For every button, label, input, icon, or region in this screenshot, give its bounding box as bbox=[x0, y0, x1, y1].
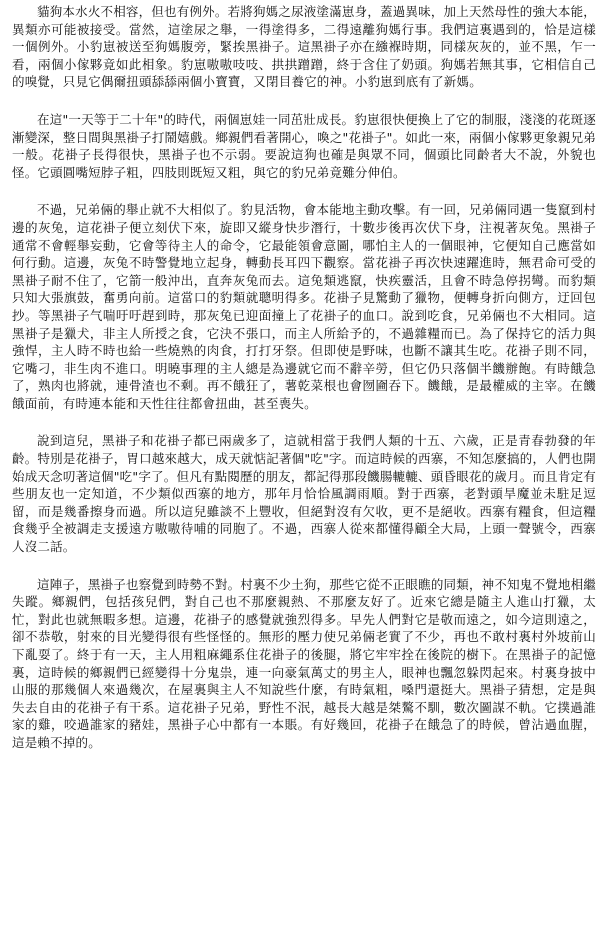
paragraph-5: 這陣子，黑褂子也察覺到時勢不對。村裏不少土狗，那些它從不正眼瞧的同類，神不知鬼不覺地相繼失蹤。鄉親們，包括孩兒們，對自己也不那麼親熱、不那麼友好了。近來它總是隨主人進山打獵，太忙，對此也就無暇多想。這邊，花褂子的感覺就強烈得多。早先人們對它是敬而遠之，如今這則遠之，卻不恭敬，射來的目光變得很有些怪怪的。無形的壓力使兄弟倆老實了不少，再也不敢村裏村外坡前山下亂耍了。終于有一天，主人用粗麻繩系住花褂子的後腿，將它牢牢拴在後院的樹下。在黑褂子的記憶裏，這時候的鄉親們已經變得十分鬼祟，連一向豪氣萬丈的男主人，眼神也飄忽躲閃起來。村裏身披中山服的那幾個人來過幾次，在屋裏與主人不知說些什麼，有時氣粗，嗓門還挺大。黑褂子猜想，定是與失去自由的花褂子有干系。這花褂子兄弟，野性不泯，越長大越是桀驁不馴，數次圖謀不軌。它撲過誰家的雞，咬過誰家的豬娃，黑褂子心中都有一本賬。有好幾回，花褂子在餓急了的時候，曾沾過血腥，這是賴不掉的。 bbox=[12, 576, 596, 750]
paragraph-4: 說到這兒，黑褂子和花褂子都已兩歲多了，這就相當于我們人類的十五、六歲，正是青春勃發的年齡。特別是花褂子，胃口越來越大，成天就惦記著個"吃"字。而這時候的西寨，不知怎麼搞的，人們也開始成天念叨著這個"吃"字了。但凡有點閱歷的朋友，都記得那段饑腸轆轆、頭昏眼花的歲月。而且肯定有些朋友也一定知道，不少類似西寨的地方，那年月恰恰風調雨順。對于西寨，老對頭旱魔並未駐足逗留，而是幾番擦身而過。所以這兒雖談不上豐收，但絕對沒有欠收，更不是絕收。西寨有糧食，但這糧食幾乎全被調走支援遠方嗷嗷待哺的同胞了。不過，西寨人從來都懂得顧全大局，上頭一聲號令，西寨人沒二話。 bbox=[12, 433, 596, 555]
paragraph-1: 貓狗本水火不相容，但也有例外。若將狗媽之尿液塗滿崽身，蓋過異味，加上天然母性的強大本能，異類亦可能被接受。當然，這塗尿之舉，一得塗得多，二得遠離狗媽行事。我們這裏遇到的，恰是這樣一個例外。小豹崽被送至狗媽腹旁，緊挨黑褂子。這黑褂子亦在繈褓時期，同樣灰灰的，並不黑，乍一看，兩個小傢夥竟如此相象。豹崽嗷嗷吱吱、拱拱蹭蹭，終于含住了奶頭。狗媽若無其事，它相信自己的嗅覺，只見它偶爾扭頭舔舔兩個小寶寶，又閉目養它的神。小豹崽到底有了新媽。 bbox=[12, 4, 596, 90]
paragraph-3: 不過，兄弟倆的舉止就不大相似了。豹見活物，會本能地主動攻擊。有一回，兄弟倆同遇一隻竄到村邊的灰兔，這花褂子便立刻伏下來，旋即又縱身快步潛行，十數步後再次伏下身，注視著灰兔。黑褂子通常不會輕舉妄動，它會等待主人的命令，它最能領會意圖，哪怕主人的一個眼神，它便知自己應當如何行動。這邊，灰兔不時警覺地立起身，轉動長耳四下觀察。當花褂子再次快速躍進時，無君命可受的黑褂子耐不住了，它箭一般沖出，直奔灰兔而去。這兔類逃竄，快疾靈活，且會不時急停拐彎。而豹類只知大張旗鼓，奮勇向前。這當口的豹類就聰明得多。花褂子見驚動了獵物，便轉身折向側方，迂回包抄。等黑褂子气喘吁吁趕到時，那灰兔已迎面撞上了花褂子的血口。說到吃食，兄弟倆也不大相同。這黑褂子是獵犬，非主人所授之食，它決不張口，而主人所給予的，不過雜糧而已。為了保持它的活力與強悍，主人時不時也給一些燒熟的肉食，打打牙祭。但即使是野味，也斷不讓其生吃。花褂子則不同，它嘴刁，非生肉不進口。明曉事理的主人總是為邊就它而不辭辛勞，但它仍只落個半饑辦飽。有時餓急了，熟肉也將就，連骨渣也不剩。再不餓狂了，薯乾菜根也會囫圇吞下。饑餓，是最權威的主宰。在饑餓面前，有時連本能和天性往往都會扭曲，甚至喪失。 bbox=[12, 202, 596, 411]
paragraph-2: 在這"一天等于二十年"的時代，兩個崽娃一同茁壯成長。豹崽很快便換上了它的制服，淺淺的花斑逐漸變深，整日間與黑褂子打鬧嬉戲。鄉親們看著開心，喚之"花褂子"。如此一來，兩個小傢夥更象親兄弟一般。花褂子長得很快，黑褂子也不示弱。要說這狗也確是與眾不同，個頭比同齡者大不說，外貌也怪。它頭圓嘴短脖子粗，四肢則既短又粗，與它的豹兄弟竟難分伸伯。 bbox=[12, 111, 596, 180]
